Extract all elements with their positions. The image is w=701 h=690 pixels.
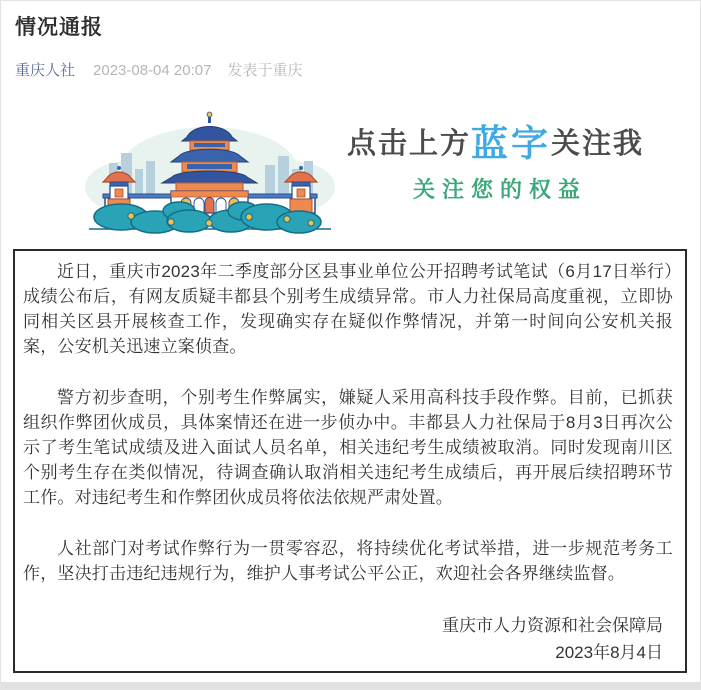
- signature-org: 重庆市人力资源和社会保障局: [442, 616, 663, 635]
- page-title: 情况通报: [15, 16, 103, 39]
- notice-paragraph-3: 人社部门对考试作弊行为一贯零容忍，将持续优化考试举措，进一步规范考务工作，坚决打击违纪违规行为，维护人事考试公平公正，欢迎社会各界继续监督。: [23, 539, 673, 583]
- auditorium-illustration: [81, 111, 339, 237]
- follow-banner[interactable]: [1, 109, 701, 241]
- banner-headline-suffix: 关注我: [551, 128, 645, 160]
- banner-headline-prefix: 点击上方: [347, 128, 472, 160]
- account-link[interactable]: 重庆人社: [15, 62, 76, 79]
- page-bottom-edge: [1, 682, 700, 689]
- notice-paragraph-1: 近日，重庆市2023年二季度部分区县事业单位公开招聘考试笔试（6月17日举行）成绩公布后，有网友质疑丰都县个别考生成绩异常。市人力社保局高度重视，立即协同相关区县开展核查工作，发现确实存在疑似作弊情况，并第一时间向公安机关报案，公安机关迅速立案侦查。: [23, 262, 673, 356]
- notice-box: [13, 249, 687, 673]
- publish-location: 发表于重庆: [227, 62, 303, 79]
- banner-text: [347, 123, 647, 204]
- banner-headline-highlight: 蓝字: [471, 123, 552, 164]
- banner-headline: [347, 123, 647, 165]
- byline: [15, 59, 302, 80]
- notice-paragraph-2: 警方初步查明，个别考生作弊属实，嫌疑人采用高科技手段作弊。目前，已抓获组织作弊团伙成员，具体案情还在进一步侦办中。丰都县人力社保局于8月3日再次公示了考生笔试成绩及进入面试人员名单，相关违纪考生成绩被取消。同时发现南川区个别考生存在类似情况，待调查确认取消相关违纪考生成绩后，再开展后续招聘环节工作。对违纪考生和作弊团伙成员将依法依规严肃处置。: [23, 388, 673, 507]
- signature-date: 2023年8月4日: [555, 643, 663, 662]
- signature-block: [23, 612, 673, 666]
- publish-datetime: 2023-08-04 20:07: [93, 62, 212, 79]
- banner-subline: 关注您的权益: [413, 177, 588, 202]
